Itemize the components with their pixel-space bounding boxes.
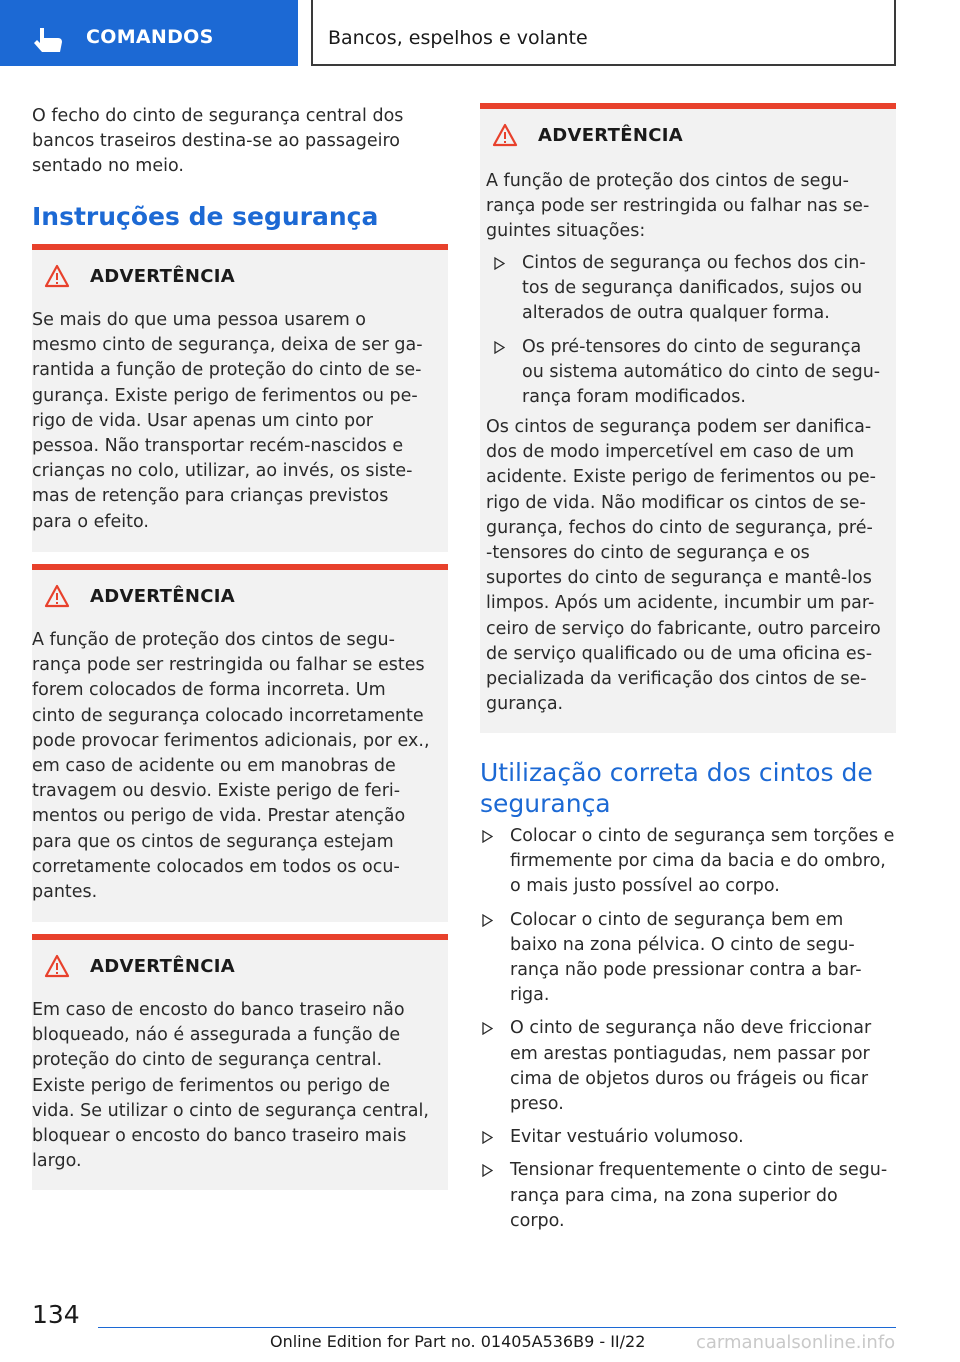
- text-line: rantida a função de proteção do cinto de se-: [32, 360, 422, 381]
- text-line: corpo.: [510, 1210, 565, 1231]
- text-line: gurança.: [486, 694, 564, 715]
- text-line: cinto de segurança colocado incorretamente: [32, 705, 424, 726]
- text-line: Colocar o cinto de segurança bem em: [510, 909, 844, 930]
- text-line: rigo de vida. Usar apenas um cinto por: [32, 410, 373, 431]
- bullet-triangle-icon: [494, 257, 505, 270]
- text-line: pessoa. Não transportar recém-nascidos e: [32, 436, 404, 457]
- text-line: O cinto de segurança não deve friccionar: [510, 1018, 872, 1039]
- bullet-triangle-icon: [482, 1164, 493, 1177]
- list-item: [480, 251, 896, 327]
- list-item: [468, 908, 898, 1009]
- text-line: Existe perigo de ferimentos ou perigo de: [32, 1075, 391, 1096]
- edition-text: Online Edition for Part no. 01405A536B9 - II/22: [270, 1332, 646, 1351]
- text-line: rança para cima, na zona superior do: [510, 1185, 838, 1206]
- heading-line: segurança: [480, 789, 611, 818]
- text-line: acidente. Existe perigo de ferimentos ou pe-: [486, 467, 876, 488]
- list-item: [468, 1158, 898, 1234]
- text-line: mesmo cinto de segurança, deixa de ser ga-: [32, 335, 423, 356]
- warning-triangle-icon: [492, 123, 518, 147]
- text-line: proteção do cinto de segurança central.: [32, 1050, 383, 1071]
- text-line: em arestas pontiagudas, nem passar por: [510, 1043, 870, 1064]
- warning-text: [32, 998, 448, 1174]
- correct-use-list: [468, 824, 898, 1234]
- warning-triangle-icon: [44, 584, 70, 608]
- text-line: baixo na zona pélvica. O cinto de segu-: [510, 934, 855, 955]
- text-line: preso.: [510, 1094, 564, 1115]
- hand-pointer-icon: [30, 24, 66, 54]
- heading-safety: Instruções de segurança: [32, 202, 379, 231]
- text-line: crianças no colo, utilizar, ao invés, os siste-: [32, 461, 413, 482]
- text-line: cima de objetos duros ou frágeis ou ficar: [510, 1068, 869, 1089]
- text-line: mentos ou perigo de vida. Prestar atenção: [32, 806, 406, 827]
- text-line: bloquear o encosto do banco traseiro mais: [32, 1126, 407, 1147]
- text-line: alterados de outra qualquer forma.: [522, 303, 830, 324]
- text-line: para que os cintos de segurança estejam: [32, 831, 394, 852]
- warning-title: ADVERTÊNCIA: [538, 124, 683, 146]
- section-title: Bancos, espelhos e volante: [328, 27, 588, 49]
- intro-paragraph: O fecho do cinto de segurança central dos bancos traseiros destina-se ao passageiro sentado no meio.: [32, 106, 404, 177]
- text-line: vida. Se utilizar o cinto de segurança central,: [32, 1100, 429, 1121]
- text-line: pecializada da verificação dos cintos de se-: [486, 669, 867, 690]
- text-line: Tensionar frequentemente o cinto de segu-: [510, 1160, 888, 1181]
- text-line: ceiro de serviço do fabricante, outro parceiro: [486, 618, 881, 639]
- text-line: forem colocados de forma incorreta. Um: [32, 680, 386, 701]
- text-line: pantes.: [32, 882, 98, 903]
- text-line: Os pré-tensores do cinto de segurança: [522, 336, 862, 357]
- text-line: A função de proteção dos cintos de segu-: [486, 171, 849, 191]
- text-line: -tensores do cinto de segurança e os: [486, 543, 810, 564]
- text-line: rança foram modificados.: [522, 387, 746, 408]
- text-line: corretamente colocados em todos os ocu-: [32, 856, 400, 877]
- text-line: ou sistema automático do cinto de segu-: [522, 361, 881, 382]
- text-line: Se mais do que uma pessoa usarem o: [32, 310, 367, 330]
- list-item: [480, 335, 896, 411]
- text-line: largo.: [32, 1151, 82, 1172]
- warning-title: ADVERTÊNCIA: [90, 585, 235, 607]
- text-line: gurança. Existe perigo de ferimentos ou pe-: [32, 385, 418, 406]
- text-line: suportes do cinto de segurança e mantê-los: [486, 568, 872, 589]
- text-line: guintes situações:: [486, 221, 646, 242]
- chapter-title: COMANDOS: [86, 26, 214, 48]
- text-line: rança não pode pressionar contra a bar-: [510, 960, 862, 981]
- section-header: [311, 0, 896, 66]
- bullet-triangle-icon: [482, 914, 493, 927]
- warning-bullet-list: [480, 251, 896, 410]
- text-line: A função de proteção dos cintos de segu-: [32, 630, 395, 650]
- text-line: mas de retenção para crianças previstos: [32, 486, 389, 507]
- warning-triangle-icon: [44, 954, 70, 978]
- bullet-triangle-icon: [482, 1131, 493, 1144]
- text-line: limpos. Após um acidente, incumbir um par-: [486, 593, 875, 614]
- chapter-tab: [0, 0, 298, 66]
- text-line: rança pode ser restringida ou falhar nas se-: [486, 196, 870, 217]
- bullet-triangle-icon: [482, 1022, 493, 1035]
- warning-text: [32, 628, 448, 905]
- text-line: Em caso de encosto do banco traseiro não: [32, 1000, 405, 1020]
- page-number: 134: [32, 1300, 80, 1329]
- text-line: de serviço qualificado ou de uma oficina es-: [486, 643, 873, 664]
- list-item: [468, 824, 898, 900]
- text-line: gurança, fechos do cinto de segurança, pré-: [486, 517, 873, 538]
- warning-outro: [486, 415, 894, 717]
- footer-divider: [98, 1327, 896, 1328]
- text-line: bloqueado, náo é assegurada a função de: [32, 1025, 401, 1046]
- heading-line: Utilização correta dos cintos de: [480, 758, 873, 787]
- text-line: Colocar o cinto de segurança sem torções e: [510, 826, 895, 846]
- text-line: Cintos de segurança ou fechos dos cin-: [522, 253, 866, 273]
- warning-box: [32, 564, 448, 922]
- list-item: [468, 1016, 898, 1117]
- warning-triangle-icon: [44, 264, 70, 288]
- text-line: Os cintos de segurança podem ser danifica-: [486, 417, 872, 437]
- watermark: carmanualsonline.info: [696, 1332, 896, 1353]
- warning-box: [32, 934, 448, 1190]
- text-line: travagem ou desvio. Existe perigo de feri-: [32, 781, 401, 802]
- warning-title: ADVERTÊNCIA: [90, 955, 235, 977]
- warning-title: ADVERTÊNCIA: [90, 265, 235, 287]
- warning-box: [32, 244, 448, 552]
- warning-text: [32, 308, 448, 535]
- text-line: rigo de vida. Não modificar os cintos de se-: [486, 492, 866, 513]
- warning-intro: [486, 169, 894, 245]
- text-line: Evitar vestuário volumoso.: [510, 1127, 744, 1148]
- text-line: rança pode ser restringida ou falhar se estes: [32, 655, 425, 676]
- text-line: dos de modo impercetível em caso de um: [486, 442, 855, 463]
- text-line: o mais justo possível ao corpo.: [510, 876, 780, 897]
- list-item: [468, 1125, 898, 1150]
- heading-correct-use: [480, 757, 896, 819]
- text-line: pode provocar ferimentos adicionais, por ex.,: [32, 730, 430, 751]
- text-line: riga.: [510, 985, 550, 1006]
- text-line: para o efeito.: [32, 511, 149, 532]
- warning-box: [480, 103, 896, 733]
- bullet-triangle-icon: [482, 830, 493, 843]
- text-line: firmemente por cima da bacia e do ombro,: [510, 851, 886, 872]
- bullet-triangle-icon: [494, 341, 505, 354]
- text-line: em caso de acidente ou em manobras de: [32, 756, 396, 777]
- text-line: tos de segurança danificados, sujos ou: [522, 278, 863, 299]
